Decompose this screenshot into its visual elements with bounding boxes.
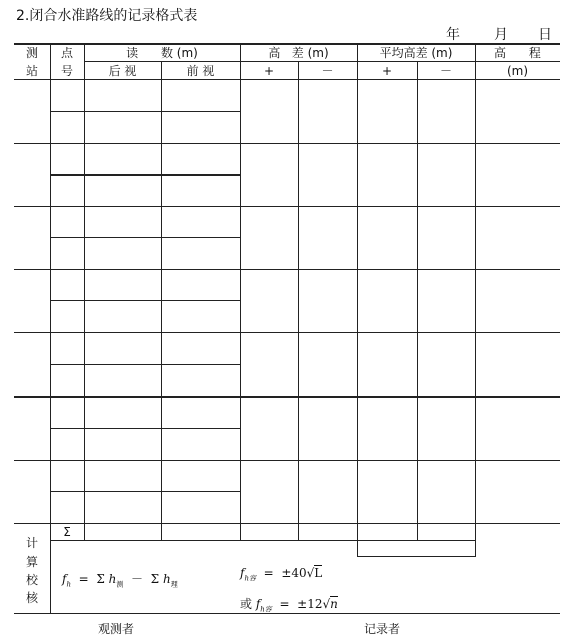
formula-radicand: L xyxy=(314,566,323,580)
observer-label: 观测者 xyxy=(98,622,135,636)
row-line xyxy=(14,269,560,270)
page-title: 2.闭合水准路线的记录格式表 xyxy=(16,8,198,24)
sum-symbol: Σ xyxy=(63,525,71,539)
formula-eq: = xyxy=(279,597,290,611)
header-reading: 读 数 (m) xyxy=(126,46,198,60)
formula-coef: ±40 xyxy=(281,566,307,580)
formula-minus: － xyxy=(131,572,144,586)
formula-h: h xyxy=(108,572,117,586)
recorder-label: 记录者 xyxy=(364,622,401,636)
date-day-label: 日 xyxy=(538,27,552,43)
formula-sub: h容 xyxy=(260,605,272,614)
header-elevation-unit: (m) xyxy=(506,64,529,78)
formula-or: 或 xyxy=(240,597,253,611)
header-avg-plus: + xyxy=(381,64,393,78)
row-line xyxy=(14,143,560,144)
formula-eq: = xyxy=(78,572,89,586)
formula-sum: Σ xyxy=(96,572,105,586)
col-line-hd-plus xyxy=(240,43,241,541)
formula-f: f xyxy=(255,597,261,611)
row-line xyxy=(50,428,240,429)
formula-coef: ±12 xyxy=(297,597,323,611)
formula-allowable-2 xyxy=(240,595,338,614)
row-line xyxy=(14,332,560,333)
sum-row-bottom xyxy=(50,540,475,541)
header-hd-minus: － xyxy=(321,64,334,78)
header-point-2: 号 xyxy=(60,64,73,78)
header-bottom-border xyxy=(14,79,560,80)
header-station-1: 测 xyxy=(25,46,38,60)
formula-h-sub: 理 xyxy=(170,580,178,589)
row-line xyxy=(50,364,240,365)
col-line-elevation xyxy=(475,43,476,557)
header-point-1: 点 xyxy=(60,46,73,60)
row-line xyxy=(50,491,240,492)
col-line-avg-plus xyxy=(357,43,358,557)
formula-f: f xyxy=(62,572,67,586)
table-top-border xyxy=(14,43,560,45)
header-foresight: 前 视 xyxy=(186,64,215,78)
formula-h: h xyxy=(162,572,171,586)
date-month-label: 月 xyxy=(494,27,508,43)
formula-h-sub: 测 xyxy=(116,580,124,589)
header-divider xyxy=(84,61,560,62)
header-avg-height-diff: 平均高差 (m) xyxy=(379,46,453,60)
check-label-3: 校 xyxy=(25,573,38,587)
header-backsight: 后 视 xyxy=(108,64,137,78)
row-line xyxy=(50,237,240,238)
formula-allowable-1 xyxy=(240,566,322,583)
check-label-4: 核 xyxy=(25,591,38,605)
formula-sub: h xyxy=(66,580,71,589)
sqrt-icon: √ xyxy=(322,597,331,611)
formula-sub: h容 xyxy=(244,574,256,583)
row-line xyxy=(50,111,240,112)
formula-closure-error xyxy=(62,570,178,589)
col-line-hd-minus xyxy=(298,61,299,541)
col-line-backsight xyxy=(84,43,85,541)
header-elevation: 高 程 xyxy=(494,46,541,60)
header-height-diff: 高 差 (m) xyxy=(268,46,329,60)
row-line xyxy=(50,174,240,176)
sum-row-top xyxy=(14,523,560,524)
formula-sum: Σ xyxy=(150,572,160,586)
header-avg-minus: － xyxy=(439,64,452,78)
row-line xyxy=(14,460,560,461)
check-label-2: 算 xyxy=(25,555,38,569)
formula-f: f xyxy=(240,566,245,580)
formula-radicand: n xyxy=(330,597,338,611)
check-label-1: 计 xyxy=(25,536,38,550)
row-line xyxy=(14,396,560,398)
header-station-2: 站 xyxy=(25,64,38,78)
sqrt-icon: √ xyxy=(306,566,315,580)
col-line-foresight xyxy=(161,61,162,541)
formula-eq: = xyxy=(263,566,274,580)
row-line xyxy=(14,206,560,207)
header-hd-plus: + xyxy=(263,64,275,78)
avg-box-bottom xyxy=(357,556,475,557)
col-line-avg-minus xyxy=(417,61,418,541)
row-line xyxy=(50,300,240,301)
date-year-label: 年 xyxy=(446,27,460,43)
